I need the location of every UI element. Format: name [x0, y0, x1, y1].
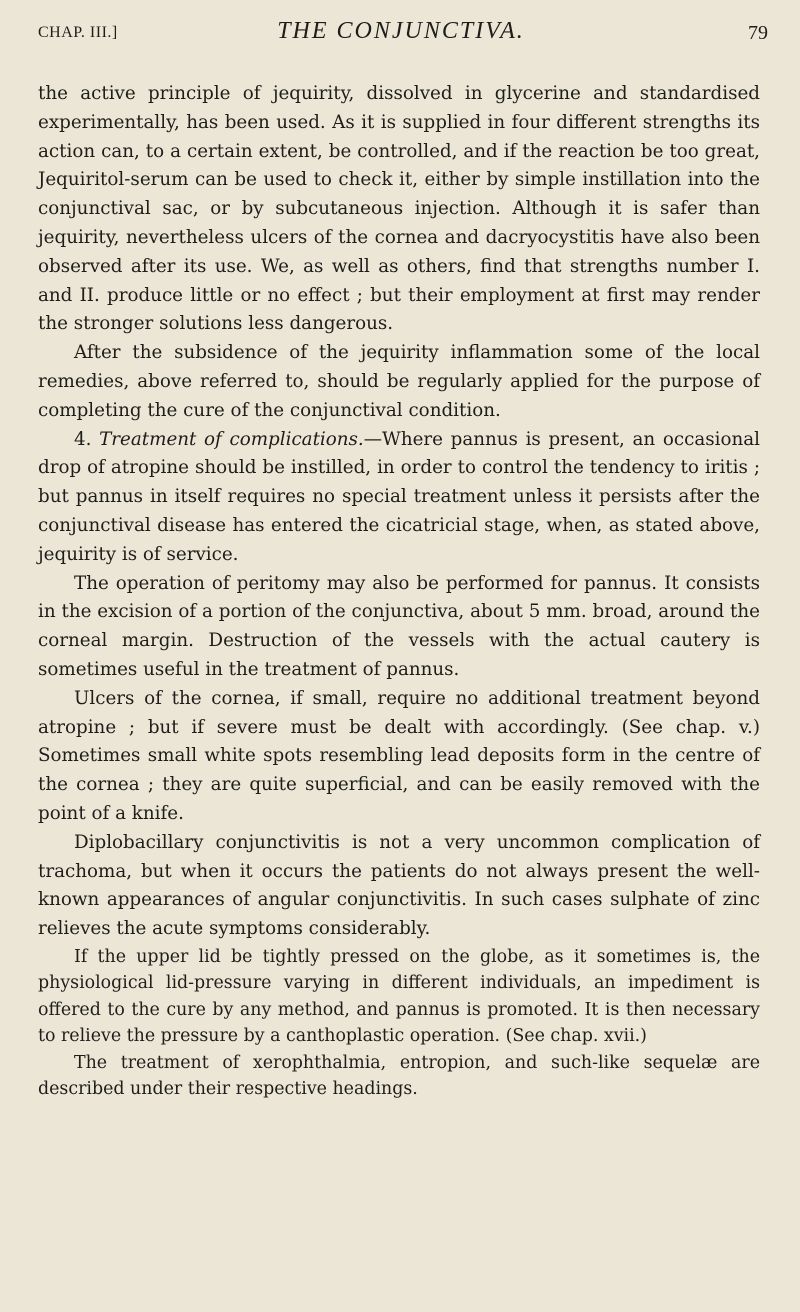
running-head [30, 18, 772, 52]
small-print-block [38, 944, 760, 1102]
chapter-title: THE CONJUNCTIVA. [277, 18, 525, 44]
body-text [38, 80, 760, 1102]
section-number: 4. [74, 428, 100, 450]
page-number: 79 [748, 22, 768, 44]
paragraph-peritomy: The operation of peritomy may also be performed for pannus. It consists in the excision of a portion of the conjunctiva, about 5 mm. broad, around the corneal margin. Destruction of the vessels with the actual cautery is sometimes useful in the treatment of pannus. [38, 572, 760, 680]
paragraph-diplobacillary: Diplobacillary conjunctivitis is not a very uncommon complication of trachoma, but when it occurs the patients do not always present the well-known appearances of angular conjunctivitis. In such cases sulphate of zinc relieves the acute symptoms considerably. [38, 831, 760, 940]
chapter-label: CHAP. III.] [38, 24, 118, 41]
paragraph-xerophthalmia: The treatment of xerophthalmia, entropion, and such-like sequelæ are described under their respective headings. [38, 1052, 760, 1099]
paragraph-lid-pressure: If the upper lid be tightly pressed on the globe, as it sometimes is, the physiological lid-pressure varying in different individuals, an impediment is offered to the cure by any method, and pannus is promoted. It is then necessary to relieve the pressure by a canthoplastic operation. (See chap. xvii.) [38, 946, 760, 1047]
paragraph-treatment-complications [38, 426, 760, 570]
paragraph-ulcers: Ulcers of the cornea, if small, require no additional treatment beyond atropine ; but if severe must be dealt with accordingly. (See chap. v.) Sometimes small white spots resembling lead deposits form in the centre of the cornea ; they are quite superficial, and can be easily removed with the point of a knife. [38, 687, 760, 824]
paragraph-text: —Where pannus is present, an occasional drop of atropine should be instilled, in order to control the tendency to iritis ; but pannus in itself requires no special treatment unless it persists after the conjunctival disease has entered the cicatricial stage, when, as stated above, jequirity is of service. [38, 428, 760, 565]
section-heading: Treatment of complications. [99, 428, 364, 450]
paragraph-jequiritol: the active principle of jequirity, dissolved in glycerine and standardised experimentally, has been used. As it is supplied in four different strengths its action can, to a certain extent, be controlled, and if the reaction be too great, Jequiritol-serum can be used to check it, either by simple instillation into the conjunctival sac, or by subcutaneous injection. Although it is safer than jequirity, nevertheless ulcers of the cornea and dacryocystitis have also been observed after its use. We, as well as others, find that strengths number I. and II. produce little or no effect ; but their employment at first may render the stronger solutions less dangerous. [38, 83, 760, 335]
paragraph-subsidence: After the subsidence of the jequirity inflammation some of the local remedies, above referred to, should be regularly applied for the purpose of completing the cure of the conjunctival condition. [38, 342, 760, 421]
